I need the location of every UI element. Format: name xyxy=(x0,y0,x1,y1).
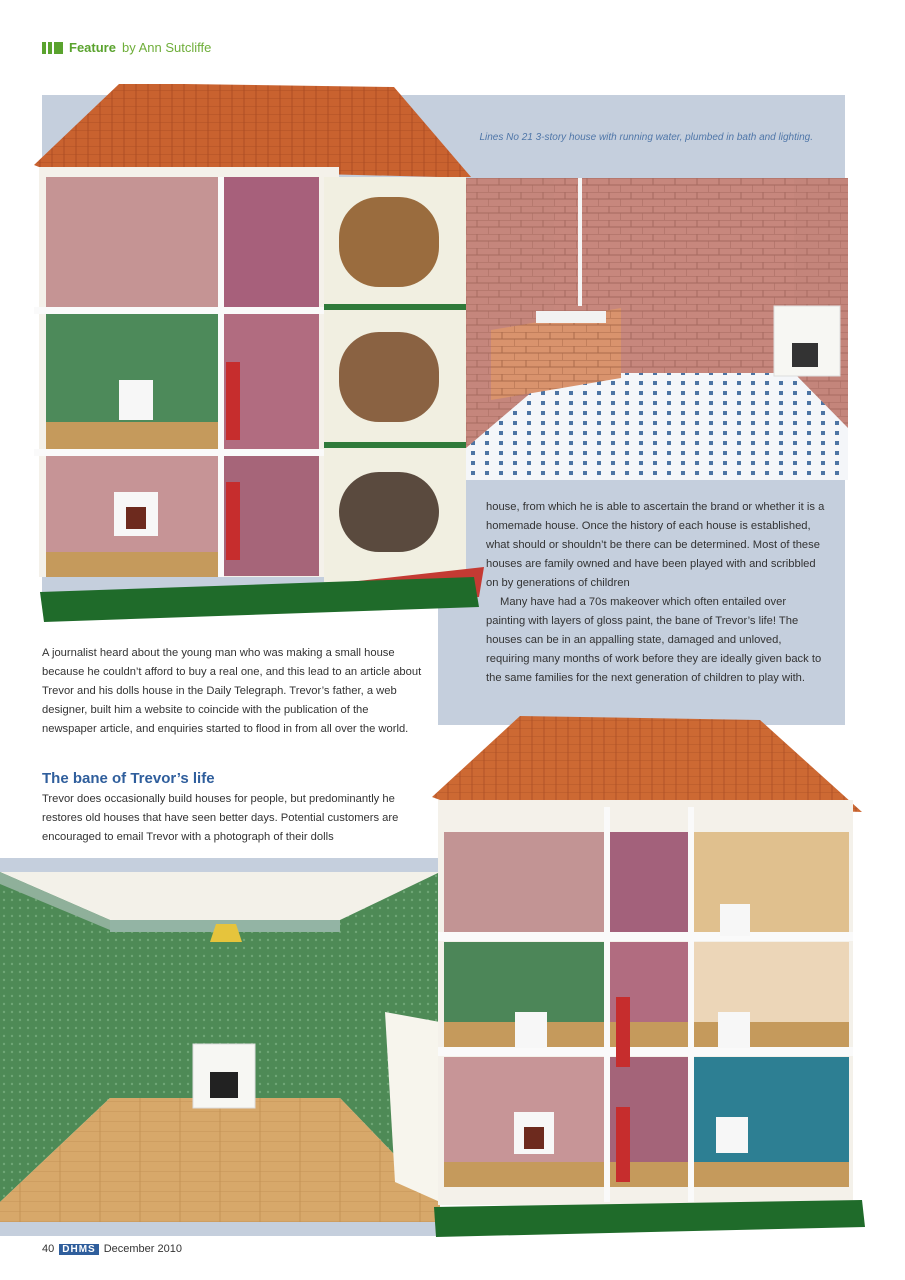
right-paragraph-1: house, from which he is able to ascertain the brand or whether it is a homemade house. Once the history of each house is established, what should or shouldn’t be there can be determined. Most of these houses are family owned and have been played with and scribbled on by generations of children xyxy=(486,501,825,589)
section-bars-icon xyxy=(42,42,63,54)
intro-paragraph xyxy=(42,644,422,739)
dolls-house-photo-bottom xyxy=(430,712,865,1240)
right-column xyxy=(486,498,826,688)
subheading-paragraph-text: Trevor does occasionally build houses for people, but predominantly he restores old houses that have seen better days. Potential customers are encouraged to email Trevor with a photograph of their dolls xyxy=(42,793,399,843)
right-paragraph-2: Many have had a 70s makeover which often entailed over painting with layers of gloss paint, the bane of Trevor’s life! The houses can be in an appalling state, damaged and unloved, requiring many months of work before they are ideally given back to the same families for the next generation of children to play with. xyxy=(486,596,822,684)
photo-caption: Lines No 21 3-story house with running water, plumbed in bath and lighting. xyxy=(479,132,813,143)
intro-paragraph-text: A journalist heard about the young man who was making a small house because he couldn’t afford to buy a real one, and this lead to an article about Trevor and his dolls house in the Daily Telegraph. Trevor’s father, a web designer, built him a website to coincide with the publication of the newspaper article, and enquiries started to flood in from all over the world. xyxy=(42,647,422,735)
subheading-paragraph xyxy=(42,790,422,847)
page-footer xyxy=(42,1243,182,1255)
dolls-house-photo-top xyxy=(34,82,484,622)
feature-header xyxy=(42,40,211,55)
subheading: The bane of Trevor’s life xyxy=(42,770,215,787)
section-label: Feature xyxy=(69,40,116,55)
magazine-logo: DHMS xyxy=(59,1244,98,1255)
byline: by Ann Sutcliffe xyxy=(121,40,212,55)
bathroom-photo xyxy=(466,178,848,480)
issue-date: December 2010 xyxy=(103,1243,182,1255)
page-number: 40 xyxy=(42,1243,55,1255)
green-room-photo xyxy=(0,872,440,1222)
